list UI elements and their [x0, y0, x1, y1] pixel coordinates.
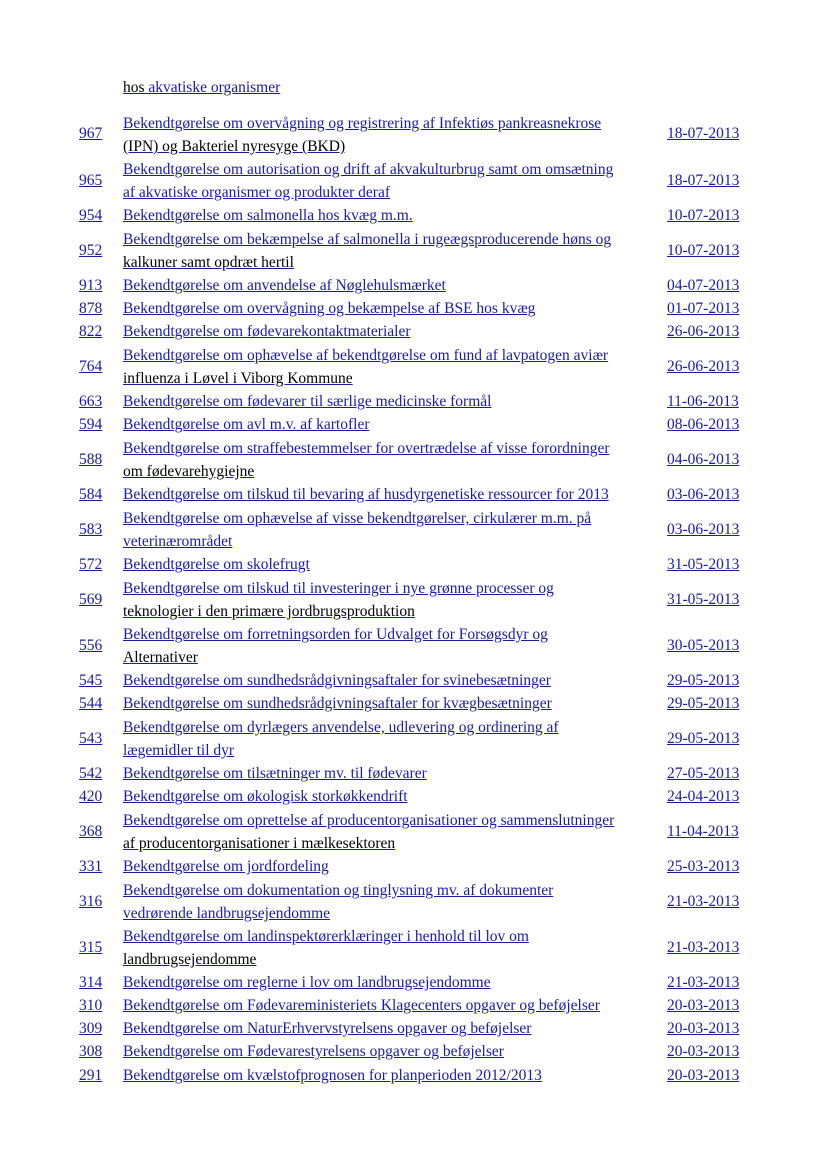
regulation-title-continuation: (IPN) og Bakteriel nyresyge (BKD) — [123, 138, 346, 155]
regulation-number-link[interactable]: 967 — [79, 125, 103, 142]
regulation-date-link[interactable]: 27-05-2013 — [667, 765, 740, 782]
regulation-number-link[interactable]: 309 — [79, 1020, 103, 1037]
regulation-date-link[interactable]: 31-05-2013 — [667, 591, 740, 608]
regulation-date-link[interactable]: 04-06-2013 — [667, 451, 740, 468]
regulation-title-link[interactable]: Bekendtgørelse om oprettelse af producentorganisationer og sammenslutninger — [123, 812, 615, 829]
regulation-title-continuation: af producentorganisationer i mælkesektoren — [123, 835, 396, 852]
regulation-number-link[interactable]: 315 — [79, 939, 103, 956]
regulation-date-link[interactable]: 29-05-2013 — [667, 730, 740, 747]
regulation-number-link[interactable]: 583 — [79, 521, 103, 538]
regulation-title-link[interactable]: Bekendtgørelse om jordfordeling — [123, 858, 329, 875]
regulation-title-link[interactable]: Bekendtgørelse om Fødevarestyrelsens opgaver og beføjelser — [123, 1043, 504, 1060]
regulation-title-link[interactable]: Bekendtgørelse om autorisation og drift af akvakulturbrug samt om omsætning — [123, 161, 614, 178]
regulation-number-link[interactable]: 584 — [79, 486, 103, 503]
regulation-date-link[interactable]: 20-03-2013 — [667, 997, 740, 1014]
regulation-title-link[interactable]: Bekendtgørelse om sundhedsrådgivningsaftaler for svinebesætninger — [123, 672, 551, 689]
regulation-title-link[interactable]: Bekendtgørelse om overvågning og registrering af Infektiøs pankreasnekrose — [123, 115, 602, 132]
regulation-date-link[interactable]: 21-03-2013 — [667, 974, 740, 991]
regulation-date-link[interactable]: 11-06-2013 — [667, 393, 739, 410]
regulation-date-link[interactable]: 26-06-2013 — [667, 358, 740, 375]
regulation-title-link[interactable]: Bekendtgørelse om kvælstofprognosen for planperioden 2012/2013 — [123, 1067, 542, 1084]
regulation-number-link[interactable]: 331 — [79, 858, 103, 875]
regulation-title-link[interactable]: Bekendtgørelse om ophævelse af visse bekendtgørelser, cirkulærer m.m. på — [123, 510, 592, 527]
regulation-title-link[interactable]: Bekendtgørelse om tilsætninger mv. til fødevarer — [123, 765, 427, 782]
regulation-title-continuation: teknologier i den primære jordbrugsproduktion — [123, 603, 415, 620]
regulation-date-link[interactable]: 20-03-2013 — [667, 1043, 740, 1060]
regulation-date-link[interactable]: 18-07-2013 — [667, 125, 740, 142]
regulation-title-continuation[interactable]: lægemidler til dyr — [123, 742, 235, 759]
regulation-title-link[interactable]: Bekendtgørelse om ophævelse af bekendtgørelse om fund af lavpatogen aviær — [123, 347, 609, 364]
regulation-title-continuation[interactable]: vedrørende landbrugsejendomme — [123, 905, 331, 922]
regulation-title-link[interactable]: Bekendtgørelse om Fødevareministeriets Klagecenters opgaver og beføjelser — [123, 997, 600, 1014]
regulation-title-continuation: kalkuner samt opdræt hertil — [123, 254, 294, 271]
regulation-number-link[interactable]: 544 — [79, 695, 103, 712]
regulation-date-link[interactable]: 31-05-2013 — [667, 556, 740, 573]
regulation-date-link[interactable]: 03-06-2013 — [667, 486, 740, 503]
regulation-date-link[interactable]: 24-04-2013 — [667, 788, 740, 805]
regulation-date-link[interactable]: 18-07-2013 — [667, 172, 740, 189]
regulation-date-link[interactable]: 30-05-2013 — [667, 637, 740, 654]
regulation-title-continuation: om fødevarehygiejne — [123, 463, 255, 480]
regulation-number-link[interactable]: 663 — [79, 393, 103, 410]
regulation-title-link[interactable]: Bekendtgørelse om tilskud til investeringer i nye grønne processer og — [123, 580, 554, 597]
regulation-title-link[interactable]: Bekendtgørelse om anvendelse af Nøglehulsmærket — [123, 277, 446, 294]
continuation-prefix: hos — [123, 79, 149, 96]
regulation-number-link[interactable]: 952 — [79, 242, 103, 259]
regulation-number-link[interactable]: 545 — [79, 672, 103, 689]
regulation-number-link[interactable]: 542 — [79, 765, 103, 782]
regulation-number-link[interactable]: 572 — [79, 556, 103, 573]
continuation-line — [123, 79, 280, 97]
regulation-title-link[interactable]: Bekendtgørelse om fødevarer til særlige medicinske formål — [123, 393, 492, 410]
regulation-date-link[interactable]: 10-07-2013 — [667, 242, 740, 259]
regulation-number-link[interactable]: 594 — [79, 416, 103, 433]
regulation-title-link[interactable]: Bekendtgørelse om dyrlægers anvendelse, udlevering og ordinering af — [123, 719, 559, 736]
regulation-number-link[interactable]: 913 — [79, 277, 103, 294]
regulation-number-link[interactable]: 588 — [79, 451, 103, 468]
regulation-title-link[interactable]: Bekendtgørelse om økologisk storkøkkendrift — [123, 788, 408, 805]
regulation-number-link[interactable]: 420 — [79, 788, 103, 805]
regulation-date-link[interactable]: 20-03-2013 — [667, 1067, 740, 1084]
regulation-number-link[interactable]: 569 — [79, 591, 103, 608]
regulation-date-link[interactable]: 29-05-2013 — [667, 672, 740, 689]
regulation-title-link[interactable]: Bekendtgørelse om bekæmpelse af salmonella i rugeægsproducerende høns og — [123, 231, 612, 248]
regulation-title-continuation: Alternativer — [123, 649, 198, 666]
regulation-date-link[interactable]: 04-07-2013 — [667, 277, 740, 294]
regulation-title-link[interactable]: Bekendtgørelse om skolefrugt — [123, 556, 310, 573]
regulation-date-link[interactable]: 25-03-2013 — [667, 858, 740, 875]
regulation-title-link[interactable]: Bekendtgørelse om avl m.v. af kartofler — [123, 416, 370, 433]
regulation-number-link[interactable]: 764 — [79, 358, 103, 375]
regulation-number-link[interactable]: 965 — [79, 172, 103, 189]
regulation-title-link[interactable]: Bekendtgørelse om landinspektørerklæringer i henhold til lov om — [123, 928, 529, 945]
regulation-number-link[interactable]: 368 — [79, 823, 103, 840]
regulation-date-link[interactable]: 01-07-2013 — [667, 300, 740, 317]
regulation-title-link[interactable]: Bekendtgørelse om salmonella hos kvæg m.m. — [123, 207, 413, 224]
regulation-title-link[interactable]: Bekendtgørelse om fødevarekontaktmaterialer — [123, 323, 411, 340]
regulation-number-link[interactable]: 310 — [79, 997, 103, 1014]
regulation-title-continuation[interactable]: veterinærområdet — [123, 533, 233, 550]
regulation-title-link[interactable]: Bekendtgørelse om tilskud til bevaring af husdyrgenetiske ressourcer for 2013 — [123, 486, 609, 503]
continuation-link[interactable]: akvatiske organismer — [148, 79, 281, 96]
regulation-date-link[interactable]: 26-06-2013 — [667, 323, 740, 340]
regulation-title-link[interactable]: Bekendtgørelse om sundhedsrådgivningsaftaler for kvægbesætninger — [123, 695, 552, 712]
regulation-title-link[interactable]: Bekendtgørelse om straffebestemmelser for overtrædelse af visse forordninger — [123, 440, 610, 457]
regulation-date-link[interactable]: 21-03-2013 — [667, 893, 740, 910]
regulation-number-link[interactable]: 308 — [79, 1043, 103, 1060]
regulation-date-link[interactable]: 10-07-2013 — [667, 207, 740, 224]
regulation-number-link[interactable]: 316 — [79, 893, 103, 910]
regulation-number-link[interactable]: 878 — [79, 300, 103, 317]
regulation-number-link[interactable]: 543 — [79, 730, 103, 747]
regulation-title-continuation: landbrugsejendomme — [123, 951, 257, 968]
regulation-title-link[interactable]: Bekendtgørelse om dokumentation og tinglysning mv. af dokumenter — [123, 882, 554, 899]
regulation-number-link[interactable]: 954 — [79, 207, 103, 224]
regulation-title-link[interactable]: Bekendtgørelse om reglerne i lov om landbrugsejendomme — [123, 974, 491, 991]
regulation-number-link[interactable]: 556 — [79, 637, 103, 654]
regulation-number-link[interactable]: 314 — [79, 974, 103, 991]
regulation-date-link[interactable]: 21-03-2013 — [667, 939, 740, 956]
regulation-title-link[interactable]: Bekendtgørelse om overvågning og bekæmpelse af BSE hos kvæg — [123, 300, 536, 317]
regulation-title-continuation[interactable]: af akvatiske organismer og produkter deraf — [123, 184, 390, 201]
regulation-title-continuation: influenza i Løvel i Viborg Kommune — [123, 370, 353, 387]
regulation-date-link[interactable]: 20-03-2013 — [667, 1020, 740, 1037]
regulation-date-link[interactable]: 08-06-2013 — [667, 416, 740, 433]
regulation-number-link[interactable]: 822 — [79, 323, 103, 340]
regulation-date-link[interactable]: 29-05-2013 — [667, 695, 740, 712]
regulation-date-link[interactable]: 11-04-2013 — [667, 823, 739, 840]
regulation-date-link[interactable]: 03-06-2013 — [667, 521, 740, 538]
regulation-number-link[interactable]: 291 — [79, 1067, 103, 1084]
regulation-title-link[interactable]: Bekendtgørelse om forretningsorden for Udvalget for Forsøgsdyr og — [123, 626, 548, 643]
regulation-title-link[interactable]: Bekendtgørelse om NaturErhvervstyrelsens opgaver og beføjelser — [123, 1020, 532, 1037]
